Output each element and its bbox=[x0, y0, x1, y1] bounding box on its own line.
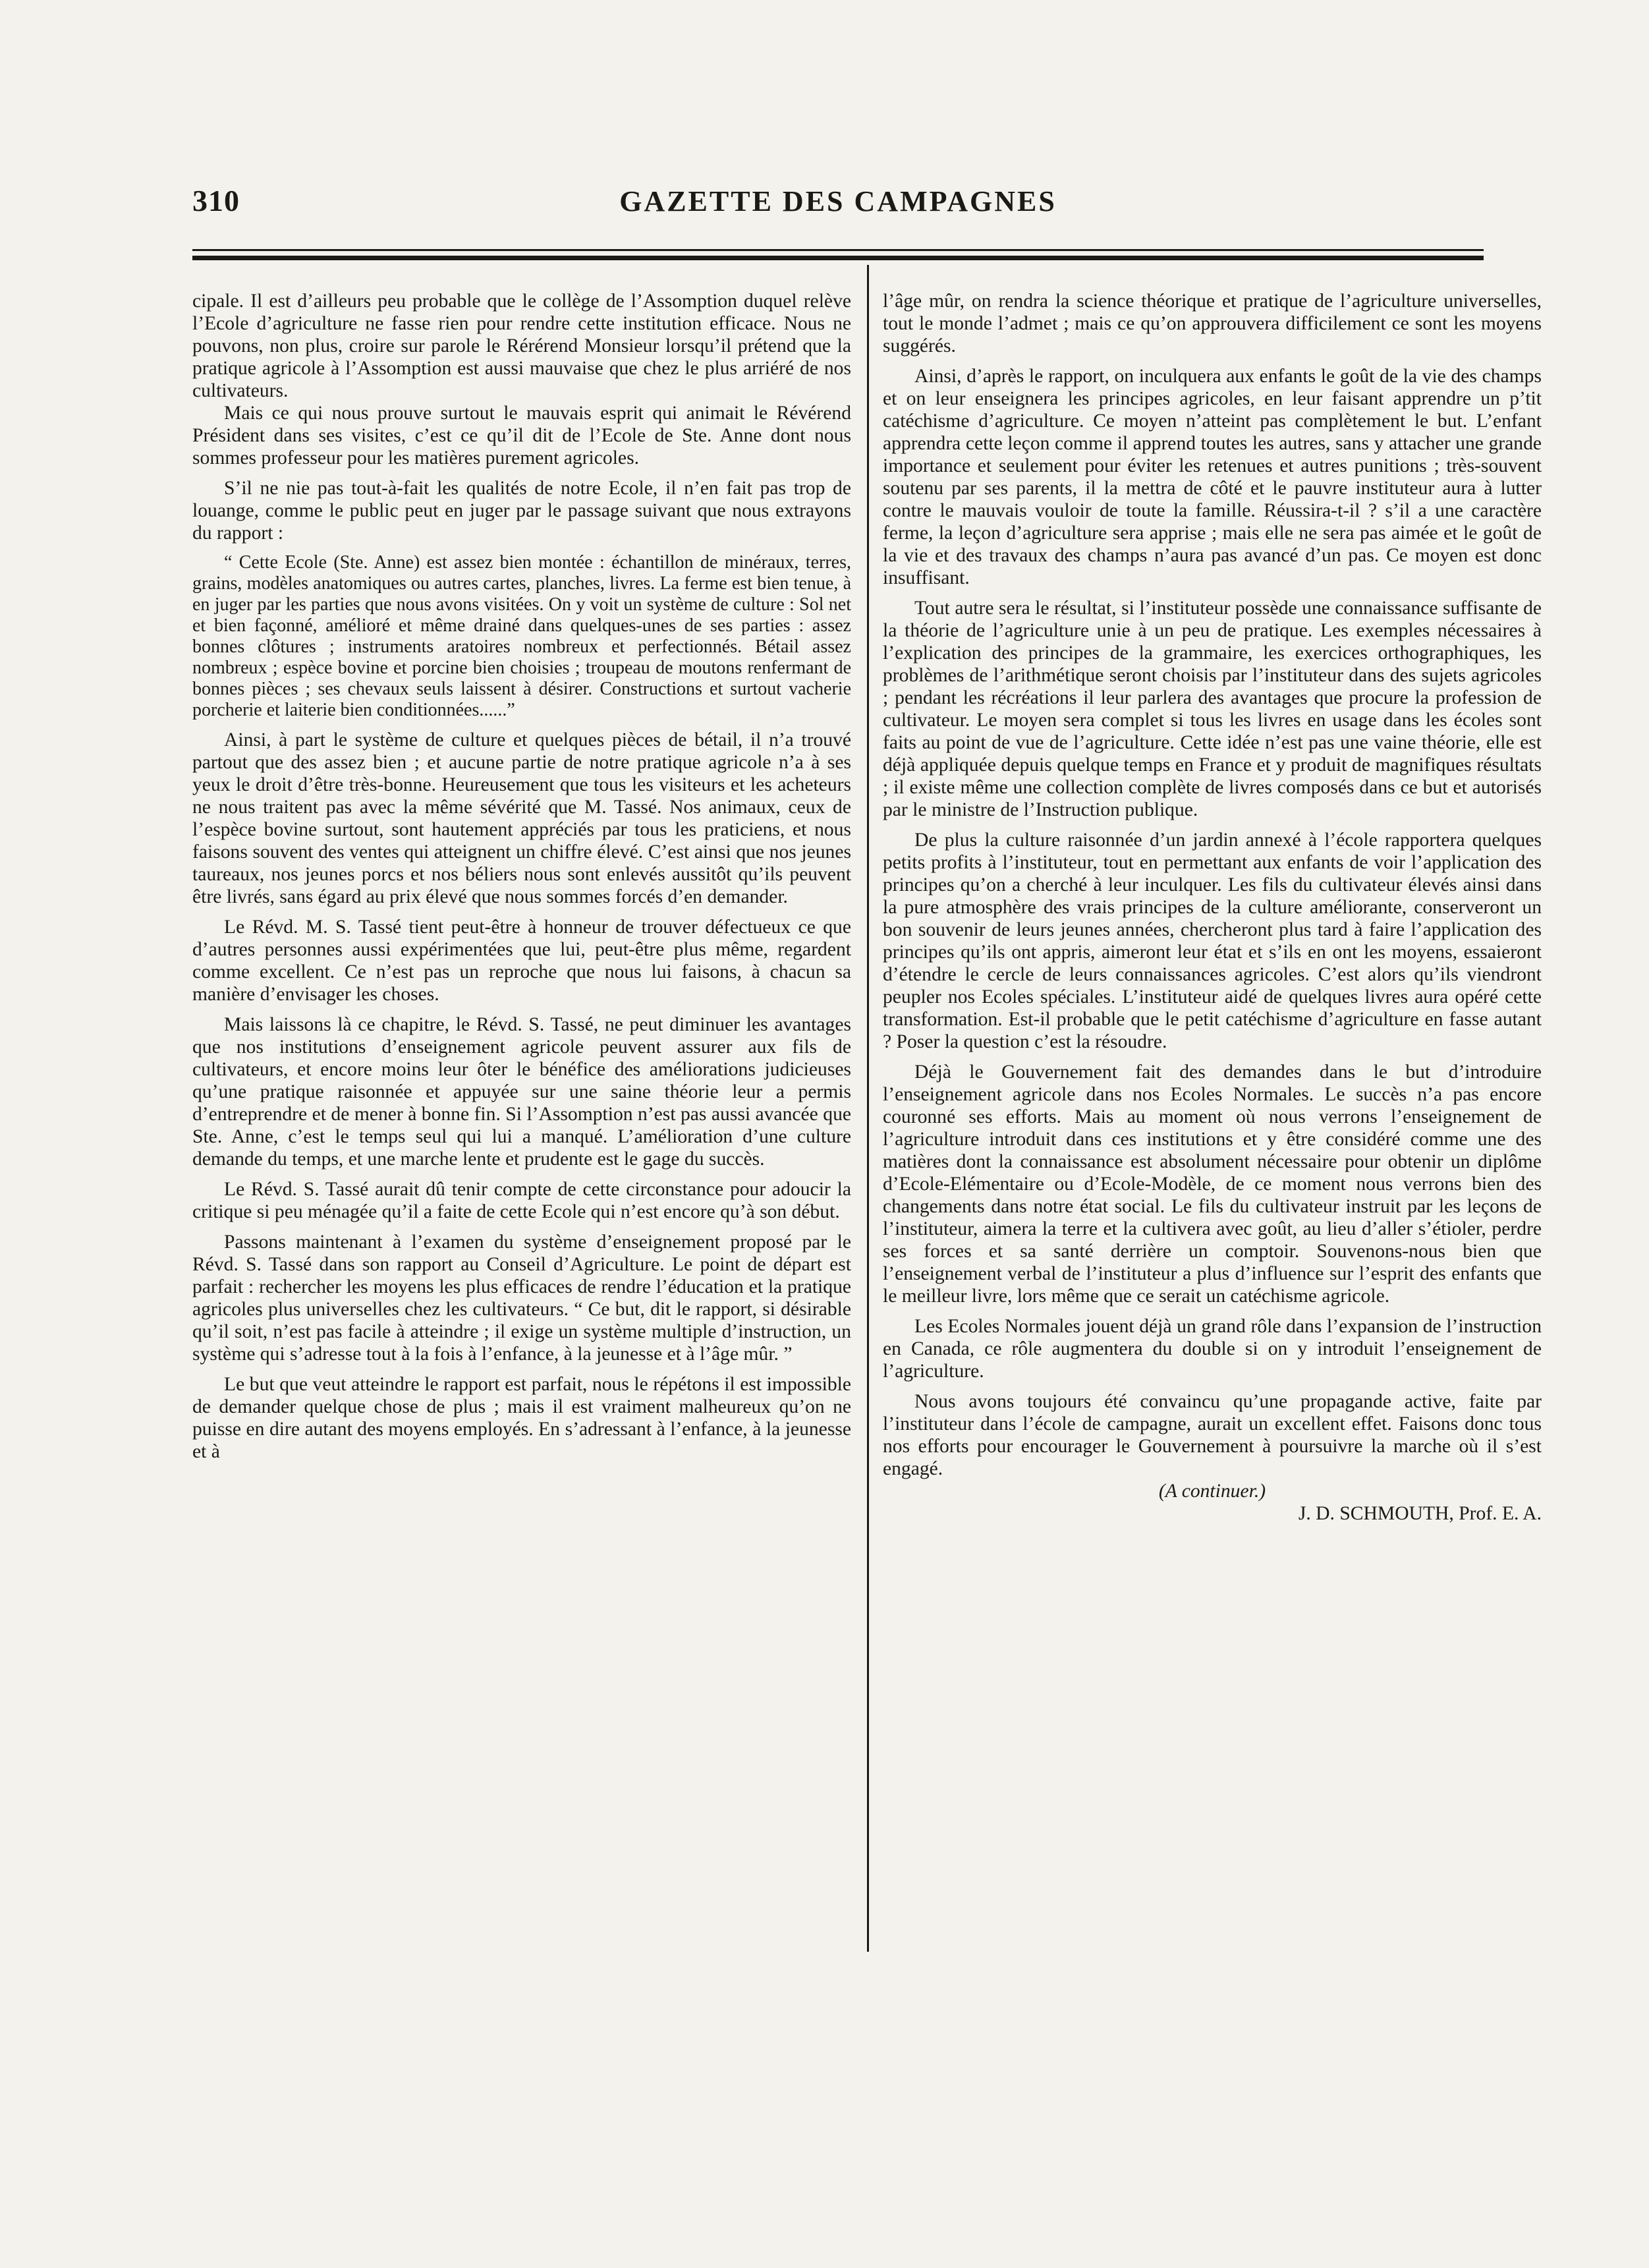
paragraph: Nous avons toujours été convaincu qu’une propagande active, faite par l’instituteur dans l’école de campagne, aurait un excellent effet. Faisons donc tous nos efforts pour encourager le Gouvernement à poursuivre la marche où il s’est engagé. bbox=[883, 1391, 1542, 1479]
left-column bbox=[192, 290, 851, 1463]
paragraph: Mais ce qui nous prouve surtout le mauvais esprit qui animait le Révérend Président dans ses visites, c’est ce qu’il dit de l’Ecole de Ste. Anne dont nous sommes professeur pour les matières purement agricoles. bbox=[192, 403, 851, 468]
paragraph: Ainsi, d’après le rapport, on inculquera aux enfants le goût de la vie des champs et on leur enseignera les principes agricoles, en leur faisant apprendre un p’tit catéchisme d’agriculture. Ce moyen n’atteint pas complètement le but. L’enfant apprendra cette leçon comme il apprend toutes les autres, sans y attacher une grande importance et seulement pour éviter les retenues et autres punitions ; très-souvent soutenu par ses parents, il la mettra de côté et le pauvre instituteur aura à lutter contre le mauvais vouloir de toute la famille. Réussira-t-il ? s’il a une caractère ferme, la leçon d’agriculture sera apprise ; mais elle ne sera pas aimée et le goût de la vie et des travaux des champs n’aura pas avancé d’un pas. Ce moyen est donc insuffisant. bbox=[883, 366, 1542, 588]
paragraph: Déjà le Gouvernement fait des demandes dans le but d’introduire l’enseignement agricole dans nos Ecoles Normales. Le succès n’a pas encore couronné ses efforts. Mais au moment où nous verrons l’enseignement de l’agriculture introduit dans ces institutions et y être considéré comme une des matières dont la connaissance est absolument nécessaire pour obtenir un diplôme d’Ecole-Elémentaire ou d’Ecole-Modèle, de ce moment nous verrons bien des changements dans notre état social. Le fils du cultivateur instruit par les leçons de l’instituteur, aimera la terre et la cultivera avec goût, au lieu d’aller s’étioler, perdre ses forces et sa santé derrière un comptoir. Souvenons-nous bien que l’enseignement verbal de l’instituteur a plus d’influence sur l’esprit des enfants que le meilleur livre, lors même que ce serait un catéchisme agricole. bbox=[883, 1062, 1542, 1307]
author-signature: J. D. SCHMOUTH, Prof. E. A. bbox=[1298, 1503, 1542, 1524]
paragraph: Passons maintenant à l’examen du système d’enseignement proposé par le Révd. S. Tassé dans son rapport au Conseil d’Agriculture. Le point de départ est parfait : rechercher les moyens les plus efficaces de rendre l’éducation et la pratique agricoles plus universelles chez les cultivateurs. “ Ce but, dit le rapport, si désirable qu’il soit, n’est pas facile à atteindre ; il exige un système multiple d’instruction, un système qui s’adresse tout à la fois à l’enfance, à la jeunesse et à l’âge mûr. ” bbox=[192, 1232, 851, 1365]
paragraph: Les Ecoles Normales jouent déjà un grand rôle dans l’expansion de l’instruction en Canada, ce rôle augmentera du double si on y introduit l’enseignement de l’agriculture. bbox=[883, 1316, 1542, 1382]
page-number: 310 bbox=[192, 184, 240, 217]
paragraph: cipale. Il est d’ailleurs peu probable que le collège de l’Assomption duquel relève l’Ecole d’agriculture ne fasse rien pour rendre cette institution efficace. Nous ne pouvons, non plus, croire sur parole le Rérérend Monsieur lorsqu’il prétend que la pratique agricole à l’Assomption est aussi mauvaise que chez le plus arriéré de nos cultivateurs. bbox=[192, 291, 851, 401]
paragraph: Tout autre sera le résultat, si l’instituteur possède une connaissance suffisante de la théorie de l’agriculture unie à un peu de pratique. Les exemples nécessaires à l’explication des principes de la grammaire, les exercices orthographiques, les problèmes de l’arithmétique seront choisis par l’instituteur dans des sujets agricoles ; pendant les récréations il leur parlera des avantages que procure la profession de cultivateur. Le moyen sera complet si tous les livres en usage dans les écoles sont faits au point de vue de l’agriculture. Cette idée n’est pas une vaine théorie, elle est déjà appliquée depuis quelque temps en France et y produit de magnifiques résultats ; il existe même une collection complète de livres composés dans ce but et autorisés par le ministre de l’Instruction publique. bbox=[883, 598, 1542, 820]
page-header bbox=[192, 183, 1484, 223]
paragraph: De plus la culture raisonnée d’un jardin annexé à l’école rapportera quelques petits profits à l’instituteur, tout en permettant aux enfants de voir l’application des principes qu’on a cherché à leur inculquer. Les fils du cultivateur élevés ainsi dans la pure atmosphère des vrais principes de la culture améliorante, conserveront un bon souvenir de leurs jeunes années, chercheront plus tard à faire l’application des principes qu’ils ont appris, aimeront leur état et s’ils en ont les moyens, essaieront d’étendre le cercle de leurs connaissances agricoles. C’est alors qu’ils viendront peupler nos Ecoles spéciales. L’instituteur aidé de quelques livres aura opéré cette transformation. Est-il probable que le petit catéchisme d’agriculture en fasse autant ? Poser la question c’est la résoudre. bbox=[883, 830, 1542, 1052]
column-divider bbox=[867, 265, 869, 1952]
paragraph: Ainsi, à part le système de culture et quelques pièces de bétail, il n’a trouvé partout que des assez bien ; et aucune partie de notre pratique agricole n’a à ses yeux le droit d’être très-bonne. Heureusement que tous les visiteurs et les acheteurs ne nous traitent pas avec la même sévérité que M. Tassé. Nos animaux, ceux de l’espèce bovine surtout, sont hautement appréciés par tous les praticiens, et nous faisons souvent des ventes qui atteignent un chiffre élevé. C’est ainsi que nos jeunes taureaux, nos jeunes porcs et nos béliers nous sont enlevés aussitôt qu’ils peuvent être livrés, sans égard au prix élevé que nous sommes forcés d’en demander. bbox=[192, 729, 851, 907]
paragraph: Le but que veut atteindre le rapport est parfait, nous le répétons il est impossible de demander quelque chose de plus ; mais il est vraiment malheureux qu’on ne puisse en dire autant des moyens employés. En s’adressant à l’enfance, à la jeunesse et à bbox=[192, 1374, 851, 1462]
header-rule-thin bbox=[192, 249, 1484, 251]
paragraph: Mais laissons là ce chapitre, le Révd. S. Tassé, ne peut diminuer les avantages que nos institutions d’enseignement agricole peuvent assurer aux fils de cultivateurs, et encore moins leur ôter le bénéfice des améliorations judicieuses qu’une pratique raisonnée et appuyée sur une saine théorie leur a permis d’entreprendre et de mener à bonne fin. Si l’Assomption n’est pas aussi avancée que Ste. Anne, c’est le temps seul qui lui a manqué. L’amélioration d’une culture demande du temps, et une marche lente et prudente est le gage du succès. bbox=[192, 1014, 851, 1170]
masthead-title: GAZETTE DES CAMPAGNES bbox=[619, 185, 1057, 217]
paragraph: S’il ne nie pas tout-à-fait les qualités de notre Ecole, il n’en fait pas trop de louange, comme le public peut en juger par le passage suivant que nous extrayons du rapport : bbox=[192, 478, 851, 544]
paragraph: Le Révd. M. S. Tassé tient peut-être à honneur de trouver défectueux ce que d’autres personnes aussi expérimentées que lui, peut-être plus même, regardent comme excellent. Ce n’est pas un reproche que nous lui faisons, à chacun sa manière d’envisager les choses. bbox=[192, 917, 851, 1005]
to-be-continued: (A continuer.) bbox=[1158, 1481, 1266, 1502]
paragraph: l’âge mûr, on rendra la science théorique et pratique de l’agriculture universelles, tout le monde l’admet ; mais ce qu’on approuvera difficilement ce sont les moyens suggérés. bbox=[883, 291, 1542, 356]
right-column bbox=[883, 290, 1542, 1525]
paragraph: Le Révd. S. Tassé aurait dû tenir compte de cette circonstance pour adoucir la critique si peu ménagée qu’il a faite de cette Ecole qui n’est encore qu’à son début. bbox=[192, 1179, 851, 1222]
report-quote: “ Cette Ecole (Ste. Anne) est assez bien montée : échantillon de minéraux, terres, grains, modèles anatomiques ou autres cartes, planches, livres. La ferme est bien tenue, à en juger par les parties que nous avons visitées. On y voit un système de culture : Sol net et bien façonné, amélioré et même drainé dans quelques-unes de ses parties : assez bonnes clôtures ; instruments aratoires nombreux et perfectionnés. Bétail assez nombreux ; espèce bovine et porcine bien choisies ; troupeau de moutons renfermant de bonnes pièces ; ses chevaux seuls laissent à désirer. Constructions et surtout vacherie porcherie et laiterie bien conditionnées......” bbox=[192, 552, 851, 720]
header-rule-thick bbox=[192, 256, 1484, 260]
